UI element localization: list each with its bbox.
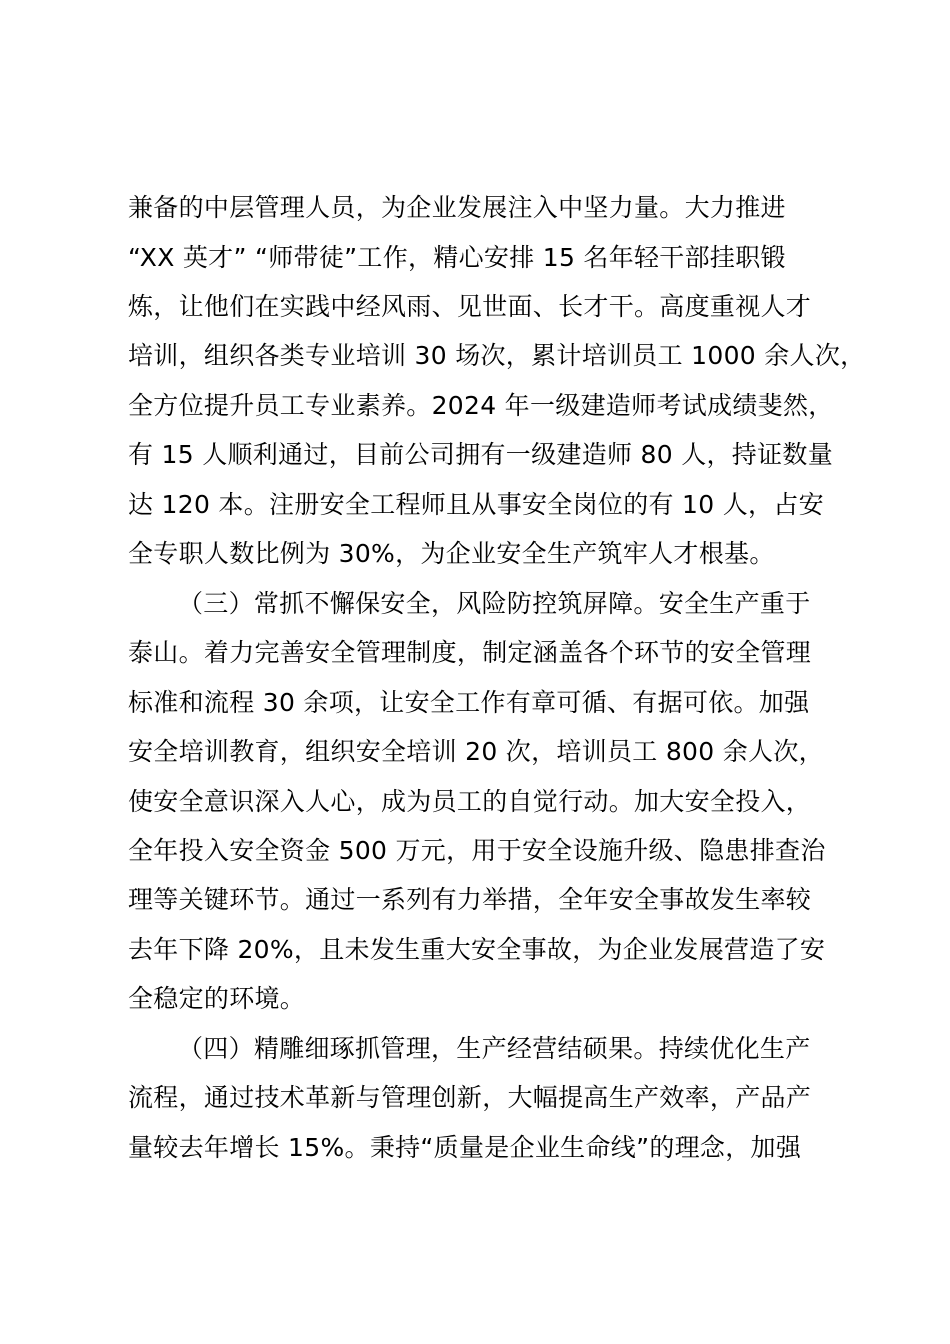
text-line: 标准和流程 30 余项，让安全工作有章可循、有据可依。加强 [128, 688, 810, 717]
text-line: 去年下降 20%，且未发生重大安全事故，为企业发展营造了安 [128, 935, 826, 964]
text-line: 有 15 人顺利通过，目前公司拥有一级建造师 80 人，持证数量 [128, 440, 834, 469]
text-line: 炼，让他们在实践中经风雨、见世面、长才干。高度重视人才 [128, 292, 812, 321]
text-line: 达 120 本。注册安全工程师且从事安全岗位的有 10 人，占安 [128, 490, 824, 519]
text-line: “XX 英才” “师带徒”工作，精心安排 15 名年轻干部挂职锻 [128, 243, 786, 272]
text-line: 泰山。着力完善安全管理制度，制定涵盖各个环节的安全管理 [128, 638, 812, 667]
text-line: 使安全意识深入人心，成为员工的自觉行动。加大安全投入， [128, 787, 812, 816]
text-line: 全年投入安全资金 500 万元，用于安全设施升级、隐患排查治 [128, 836, 826, 865]
section-heading-4: （四）精雕细琢抓管理，生产经营结硕果。持续优化生产 [178, 1034, 811, 1063]
text-line: 兼备的中层管理人员，为企业发展注入中坚力量。大力推进 [128, 193, 786, 222]
text-line: 流程，通过技术革新与管理创新，大幅提高生产效率，产品产 [128, 1083, 812, 1112]
text-line: 量较去年增长 15%。秉持“质量是企业生命线”的理念，加强 [128, 1133, 802, 1162]
section-heading-3: （三）常抓不懈保安全，风险防控筑屏障。安全生产重于 [178, 589, 811, 618]
text-line: 培训，组织各类专业培训 30 场次，累计培训员工 1000 余人次， [128, 341, 866, 370]
text-line: 理等关键环节。通过一系列有力举措，全年安全事故发生率较 [128, 885, 812, 914]
text-line: 全稳定的环境。 [128, 984, 306, 1013]
text-line: 全专职人数比例为 30%，为企业安全生产筑牢人才根基。 [128, 539, 775, 568]
text-line: 全方位提升员工专业素养。2024 年一级建造师考试成绩斐然， [128, 391, 834, 420]
text-line: 安全培训教育，组织安全培训 20 次，培训员工 800 余人次， [128, 737, 824, 766]
